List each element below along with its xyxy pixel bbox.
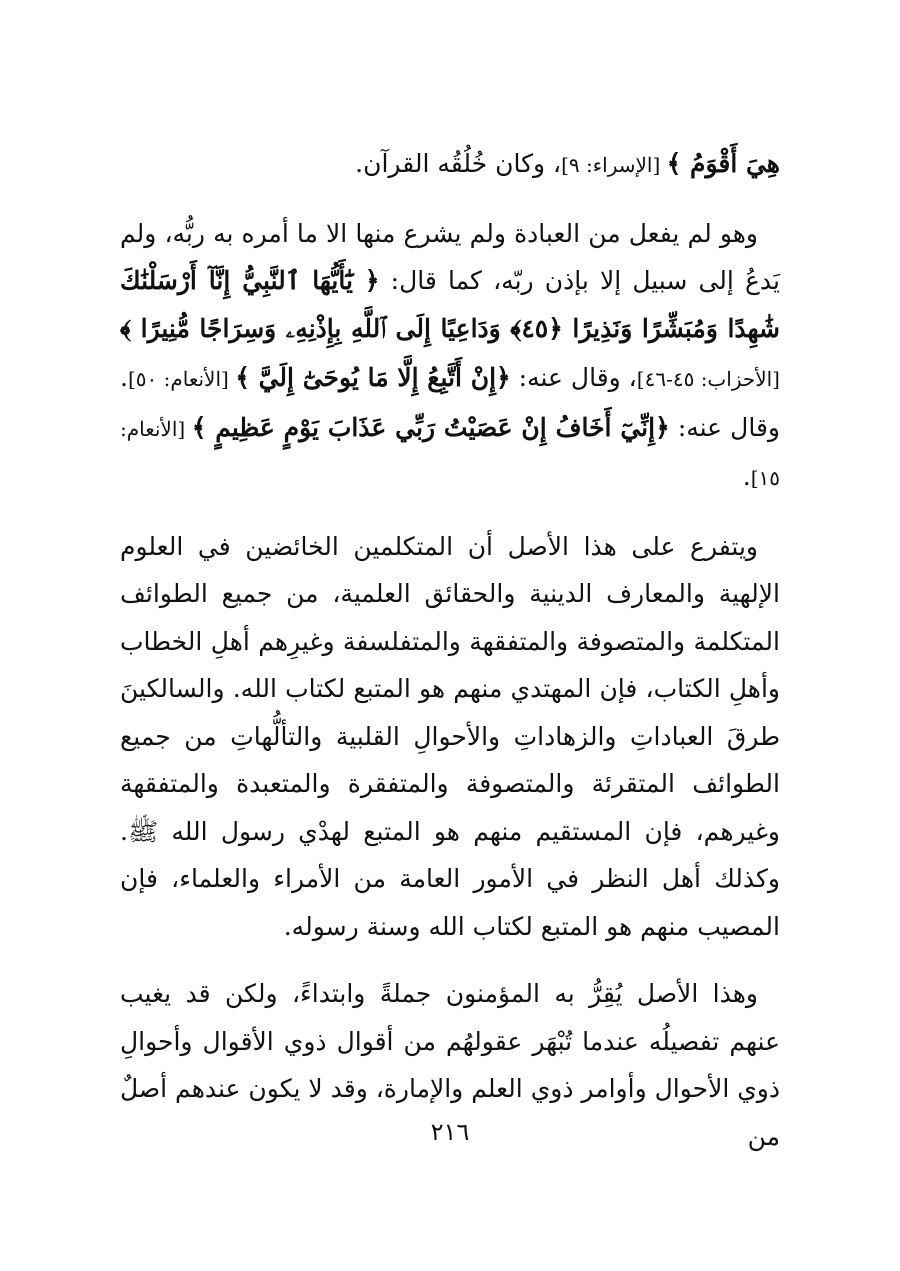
paragraph — [120, 140, 780, 190]
paragraph — [120, 210, 780, 503]
quran-verse: هِيَ أَقْوَمُ ﴾ — [666, 149, 780, 178]
page-number: ٢١٦ — [430, 1118, 470, 1146]
paragraph — [120, 523, 780, 951]
paragraph-text: ويتفرع على هذا الأصل أن المتكلمين الخائضين في العلوم الإلهية والمعارف الدينية والحقائق العلمية، من جميع الطوائف المتكلمة والمتصوفة والمتفقهة والمتفلسفة وغيرِهم أهلِ الخطاب وأهلِ الكتاب، فإن المهتدي منهم هو المتبع لكتاب الله. والسالكينَ طرقَ العباداتِ والزهاداتِ والأحوالِ القلبية والتألُّهاتِ من جميع الطوائف المتقرئة والمتصوفة والمتفقرة والمتعبدة والمتفقهة وغيرهم، فإن المستقيم منهم هو المتبع لهدْي رسول الله ﷺ. وكذلك أهل النظر في الأمور العامة من الأمراء والعلماء، فإن المصيب منهم هو المتبع لكتاب الله وسنة رسوله. — [120, 531, 780, 941]
paragraph-text: . وقال عنه: — [120, 363, 780, 442]
paragraph-text: ، وقال عنه: — [510, 363, 637, 392]
verse-reference: [الإسراء: ٩] — [561, 153, 667, 177]
quran-verse: ﴿إِنِّيٓ أَخَافُ إِنْ عَصَيْتُ رَبِّي عَذَابَ يَوْمٍ عَظِيمٍ ﴾ — [191, 412, 670, 442]
paragraph-text: . — [742, 462, 751, 491]
verse-reference: [الأنعام: ٥٠] — [127, 367, 236, 391]
paragraph-text: وهو لم يفعل من العبادة ولم يشرع منها الا ما أمره به ربُّه، ولم يَدعُ إلى سبيل إلا بإذن ربّه، كما قال: — [120, 218, 780, 295]
paragraph-text: وهذا الأصل يُقِرُّ به المؤمنون جملةً وابتداءً، ولكن قد يغيب عنهم تفصيلُه عندما تُبْهَر عقولهُم من أقوال ذوي الأقوال وأحوالِ ذوي الأحوال وأوامر ذوي العلم والإمارة، وقد لا يكون عندهم أصلٌ من — [120, 979, 780, 1151]
verse-reference: [الأحزاب: ٤٥-٤٦] — [636, 367, 780, 391]
paragraph-text: ، وكان خُلُقُه القرآن. — [355, 149, 562, 178]
quran-verse: ﴿ يَٰٓأَيُّهَا ٱلنَّبِيُّ إِنَّآ أَرْسَلْنَٰكَ شَٰهِدًا وَمُبَشِّرًا وَنَذِيرًا ﴿٤٥﴾ وَدَاعِيًا إِلَى ٱللَّهِ بِإِذْنِهِۦ وَسِرَاجًا مُّنِيرًا ﴾ — [120, 266, 780, 343]
page-body — [120, 140, 780, 1160]
verse-reference: [الأنعام: ١٥] — [120, 416, 780, 490]
quran-verse: ﴿إِنْ أَتَّبِعُ إِلَّا مَا يُوحَىٰٓ إِلَيَّ ﴾ — [235, 363, 511, 392]
